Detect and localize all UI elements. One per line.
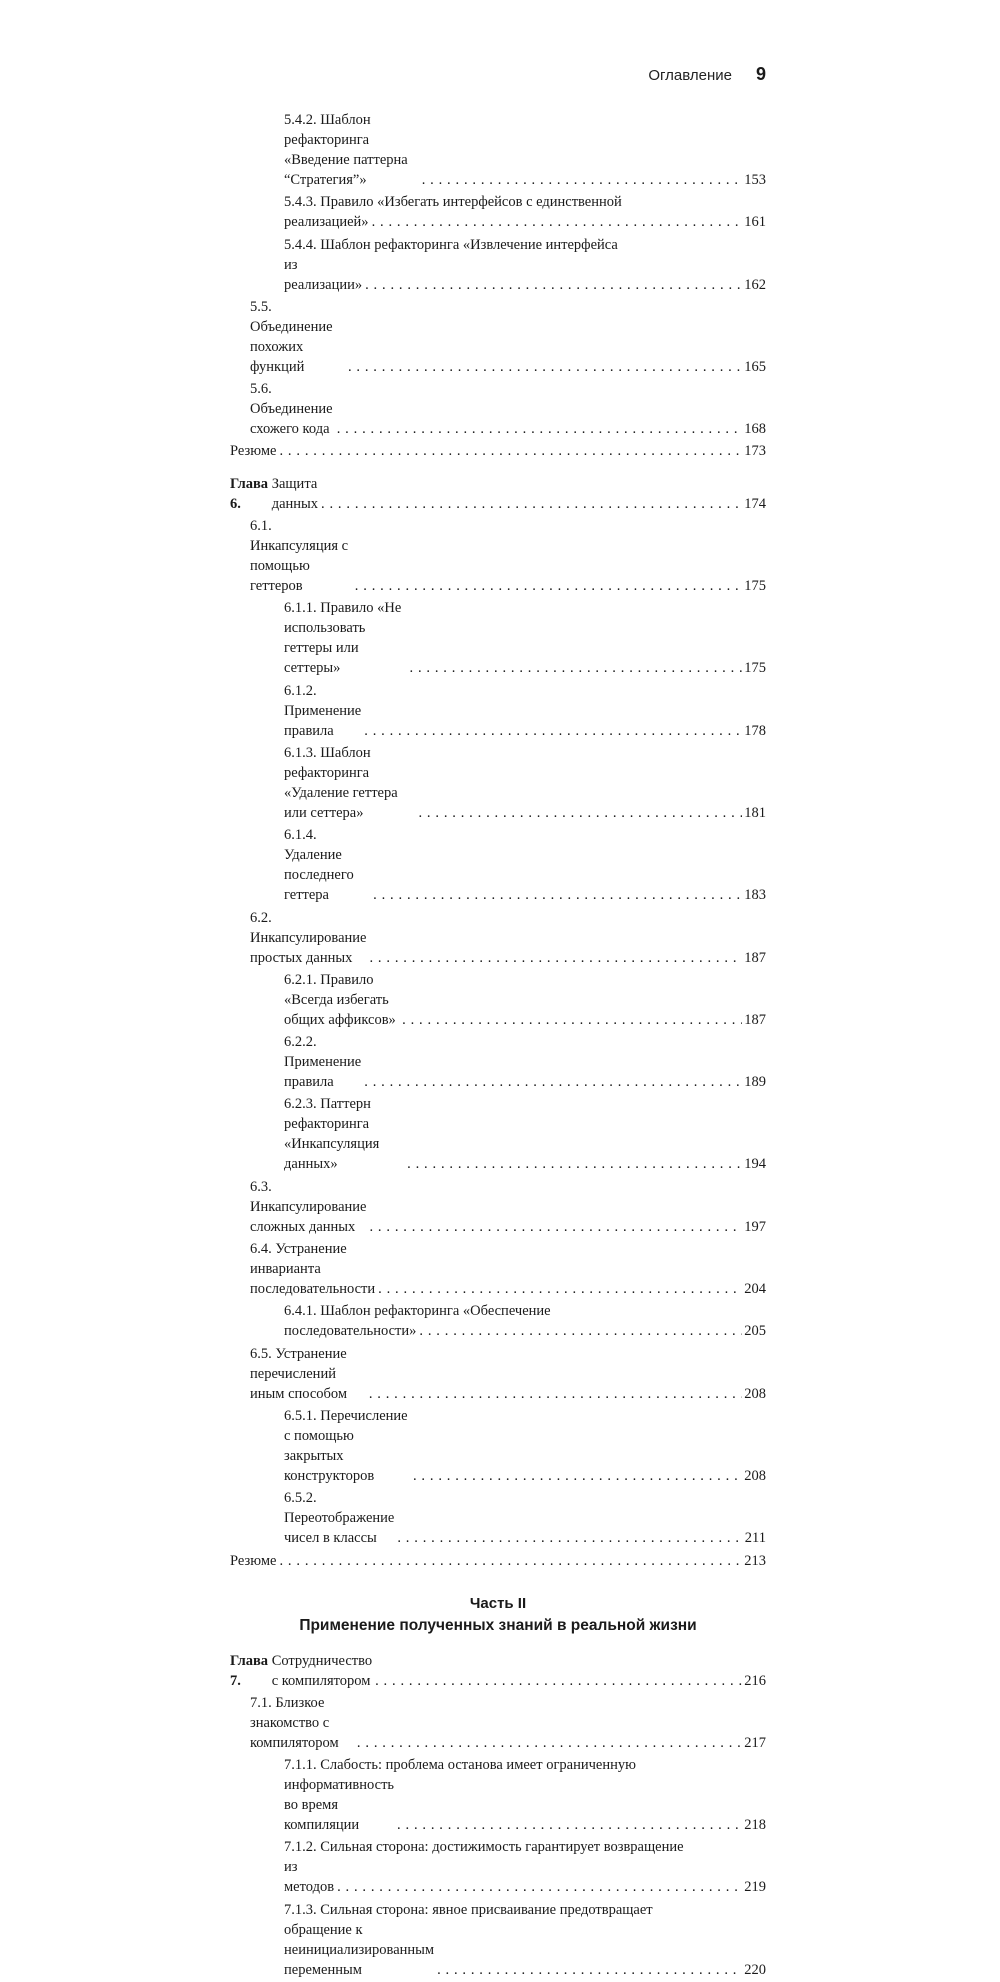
toc-page-number: 161	[744, 214, 766, 231]
dot-leader	[372, 212, 743, 232]
toc-page-number: 175	[744, 660, 766, 677]
toc-section-chapter7	[230, 1651, 766, 1980]
dot-leader	[364, 721, 742, 741]
toc-page-number: 189	[744, 1074, 766, 1091]
toc-entry-title: 6.2. Инкапсулирование простых данных	[250, 909, 367, 966]
toc-entry-title: 7.1.2. Сильная сторона: достижимость гарантирует возвращение	[284, 1839, 684, 1856]
toc-entry-title: 6.1.3. Шаблон рефакторинга «Удаление геттера или сеттера»	[284, 744, 398, 821]
toc-page-number: 218	[744, 1817, 766, 1834]
toc-entry[interactable]	[230, 1900, 766, 1920]
toc-entry-title: 5.4.3. Правило «Избегать интерфейсов с единственной	[284, 194, 622, 211]
dot-leader	[279, 1551, 742, 1571]
toc-entry[interactable]	[230, 743, 766, 823]
toc-entry[interactable]	[230, 441, 766, 461]
running-head	[230, 64, 766, 85]
toc-entry-title: Сотрудничество с компилятором	[271, 1652, 373, 1689]
toc-entry[interactable]	[230, 212, 766, 232]
toc-page-number: 162	[744, 276, 766, 293]
dot-leader	[348, 357, 742, 377]
toc-entry-title: 6.5.1. Перечисление с помощью закрытых конструкторов	[284, 1407, 408, 1484]
toc-entry-title: 6.1.2. Применение правила	[284, 682, 362, 739]
toc-entry[interactable]	[230, 1488, 766, 1548]
toc-page-number: 183	[744, 887, 766, 904]
toc-entry-title: 6.2.1. Правило «Всегда избегать общих аффиксов»	[284, 971, 396, 1028]
part-title: Применение полученных знаний в реальной жизни	[299, 1616, 697, 1634]
dot-leader	[337, 1877, 742, 1897]
toc-entry[interactable]	[230, 908, 766, 968]
toc-entry[interactable]	[230, 1321, 766, 1341]
toc-page-number: 153	[744, 172, 766, 188]
toc-page-number: 220	[744, 1961, 766, 1978]
dot-leader	[413, 1466, 742, 1486]
dot-leader	[375, 1671, 742, 1691]
toc-page-number: 217	[744, 1734, 766, 1751]
toc-entry-title: 6.5. Устранение перечислений иным способом	[250, 1345, 348, 1402]
toc-entry-title: 6.1.4. Удаление последнего геттера	[284, 827, 354, 904]
section-gap	[230, 464, 766, 474]
toc-page-number: 187	[744, 949, 766, 966]
dot-leader	[357, 1733, 742, 1753]
dot-leader	[355, 576, 742, 596]
dot-leader	[369, 1217, 742, 1237]
toc-entry[interactable]	[230, 1857, 766, 1897]
toc-page-number: 181	[744, 804, 766, 821]
toc-entry-title: 6.1.1. Правило «Не использовать геттеры или сеттеры»	[284, 600, 402, 677]
dot-leader	[369, 1384, 742, 1404]
toc-entry-title: 6.4. Устранение инварианта последовательности	[250, 1241, 376, 1298]
toc-entry-title: 6.4.1. Шаблон рефакторинга «Обеспечение	[284, 1303, 551, 1320]
toc-entry-title: 5.5. Объединение похожих функций	[250, 298, 333, 375]
page-number: 9	[755, 64, 766, 84]
toc-entry-title: 5.4.2. Шаблон рефакторинга «Введение паттерна “Стратегия”»	[284, 112, 408, 188]
toc-entry[interactable]	[230, 1239, 766, 1299]
toc-entry[interactable]	[230, 516, 766, 596]
toc-page-number: 208	[744, 1385, 766, 1402]
toc-entry[interactable]	[230, 1032, 766, 1092]
toc-entry-title: 7.1. Близкое знакомство с компилятором	[250, 1694, 339, 1751]
toc-entry-title: 7.1.1. Слабость: проблема останова имеет ограниченную	[284, 1757, 636, 1774]
toc-page-number: 187	[744, 1011, 766, 1028]
toc-entry[interactable]	[230, 1406, 766, 1486]
toc-entry[interactable]	[230, 1177, 766, 1237]
toc-page-number: 204	[744, 1281, 766, 1298]
toc-page-number: 213	[744, 1552, 766, 1569]
toc-entry-title: 5.6. Объединение схожего кода	[250, 381, 333, 438]
toc-page-number: 197	[744, 1218, 766, 1235]
dot-leader	[418, 803, 742, 823]
dot-leader	[407, 1154, 742, 1174]
dot-leader	[410, 658, 743, 678]
dot-leader	[321, 494, 742, 514]
toc-page-number: 216	[744, 1672, 766, 1689]
toc-page-number: 174	[744, 495, 766, 512]
toc-page-number: 219	[744, 1879, 766, 1896]
dot-leader	[364, 1072, 742, 1092]
toc-entry-title: 6.5.2. Переотображение чисел в классы	[284, 1490, 395, 1547]
part-label: Часть II	[469, 1594, 527, 1612]
toc-page-number: 168	[744, 421, 766, 438]
toc-page-number: 173	[744, 443, 766, 460]
dot-leader	[397, 1815, 742, 1835]
toc-entry-title: обращение к неинициализированным переменным	[284, 1921, 435, 1978]
part-heading	[230, 1593, 766, 1637]
toc-entry[interactable]	[230, 1693, 766, 1753]
toc-entry[interactable]	[230, 1651, 766, 1691]
toc-entry[interactable]	[230, 255, 766, 295]
toc-page-number: 178	[744, 722, 766, 739]
toc-entry-title: Защита данных	[271, 475, 319, 512]
toc-entry-title: Резюме	[230, 443, 277, 460]
toc-entry[interactable]	[230, 235, 766, 255]
dot-leader	[365, 275, 742, 295]
toc-section-chapter6	[230, 474, 766, 1571]
toc-entry[interactable]	[230, 192, 766, 212]
table-of-contents	[230, 110, 766, 1982]
dot-leader	[422, 170, 743, 190]
toc-entry-title: Резюме	[230, 1552, 277, 1569]
toc-entry[interactable]	[230, 1920, 766, 1980]
toc-entry[interactable]	[230, 598, 766, 678]
toc-page-number: 208	[744, 1467, 766, 1484]
toc-page-number: 205	[744, 1323, 766, 1340]
dot-leader	[373, 885, 742, 905]
toc-page-number: 165	[744, 358, 766, 375]
toc-entry[interactable]	[230, 1837, 766, 1857]
toc-entry[interactable]	[230, 1775, 766, 1835]
toc-entry-title: 6.2.3. Паттерн рефакторинга «Инкапсуляция данных»	[284, 1096, 380, 1173]
toc-page-number: 175	[744, 578, 766, 595]
toc-entry[interactable]	[230, 474, 766, 514]
toc-entry[interactable]	[230, 297, 766, 377]
toc-entry-title: 6.3. Инкапсулирование сложных данных	[250, 1178, 367, 1235]
dot-leader	[402, 1010, 742, 1030]
running-head-title: Оглавление	[648, 67, 732, 84]
toc-entry-title: информативность во время компиляции	[284, 1777, 395, 1834]
toc-entry-title: из методов	[284, 1859, 335, 1896]
toc-page-number: 211	[744, 1530, 766, 1547]
dot-leader	[279, 441, 742, 461]
dot-leader	[369, 948, 742, 968]
dot-leader	[378, 1279, 742, 1299]
toc-page-number: 194	[744, 1156, 766, 1173]
toc-entry-title: из реализации»	[284, 256, 363, 293]
toc-entry[interactable]	[230, 825, 766, 905]
toc-entry-title: 7.1.3. Сильная сторона: явное присваивание предотвращает	[284, 1901, 653, 1918]
dot-leader	[397, 1528, 742, 1548]
toc-entry-title: 6.1. Инкапсуляция с помощью геттеров	[250, 518, 349, 595]
chapter-label: Глава 7.	[230, 1652, 269, 1689]
dot-leader	[337, 419, 743, 439]
toc-entry[interactable]	[230, 681, 766, 741]
dot-leader	[437, 1960, 742, 1980]
toc-entry[interactable]	[230, 110, 766, 190]
toc-entry[interactable]	[230, 1344, 766, 1404]
toc-entry[interactable]	[230, 1301, 766, 1321]
toc-section-chapter5-tail	[230, 110, 766, 461]
toc-entry-title: 6.2.2. Применение правила	[284, 1034, 362, 1091]
toc-entry[interactable]	[230, 379, 766, 439]
dot-leader	[419, 1321, 742, 1341]
toc-entry-title: последовательности»	[284, 1323, 417, 1340]
toc-entry[interactable]	[230, 1755, 766, 1775]
toc-entry[interactable]	[230, 1551, 766, 1571]
toc-entry[interactable]	[230, 1094, 766, 1174]
chapter-label: Глава 6.	[230, 475, 269, 512]
toc-entry-title: 5.4.4. Шаблон рефакторинга «Извлечение интерфейса	[284, 236, 618, 253]
toc-entry-title: реализацией»	[284, 214, 369, 231]
